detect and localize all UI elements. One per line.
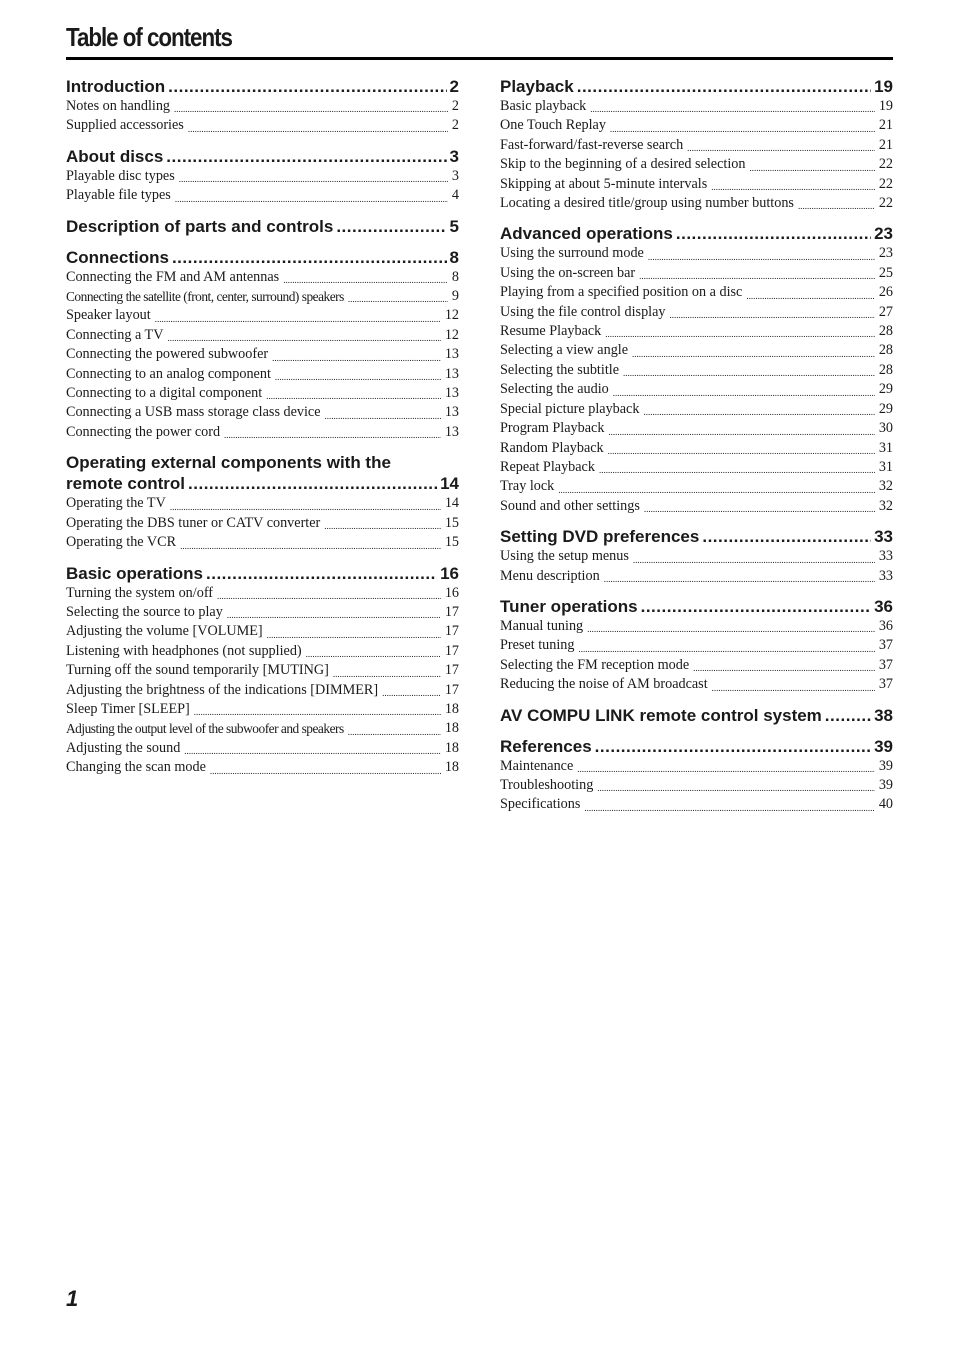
entry-page-number: 13: [444, 423, 459, 440]
toc-entry[interactable]: [500, 322, 893, 341]
entry-page-number: 14: [444, 495, 459, 512]
dot-leader: [348, 725, 441, 739]
toc-entry[interactable]: [500, 175, 893, 194]
toc-section: [66, 452, 459, 552]
entry-label: Connecting the FM and AM antennas: [66, 268, 280, 285]
dot-leader: [155, 312, 441, 326]
entry-page-number: 13: [444, 385, 459, 402]
toc-entry[interactable]: [500, 244, 893, 263]
entry-page-number: 13: [444, 365, 459, 382]
toc-entry[interactable]: [500, 547, 893, 566]
entry-page-number: 18: [444, 720, 459, 737]
toc-section: [500, 736, 893, 815]
dot-leader: [623, 366, 875, 380]
entry-page-number: 17: [444, 642, 459, 659]
dot-leader: [711, 180, 875, 194]
entry-page-number: 19: [878, 98, 893, 114]
section-page-number: 33: [874, 527, 893, 547]
dot-leader: [639, 269, 875, 283]
entry-label: Random Playback: [500, 439, 604, 456]
entry-label: Using the surround mode: [500, 245, 644, 262]
entry-page-number: 18: [444, 700, 459, 717]
toc-left-column: [66, 76, 459, 788]
entry-label: Connecting the power cord: [66, 423, 221, 440]
section-page-number: 38: [874, 705, 893, 725]
section-page-number: 16: [440, 563, 459, 583]
toc-entry[interactable]: [500, 419, 893, 438]
entry-page-number: 8: [451, 268, 459, 285]
toc-entry[interactable]: [66, 494, 459, 513]
dot-leader: [798, 199, 875, 213]
dot-leader: [180, 539, 441, 553]
section-page-number: 2: [449, 77, 459, 96]
section-heading[interactable]: [500, 223, 893, 244]
dot-leader: [632, 347, 875, 361]
entry-page-number: 18: [444, 739, 459, 756]
entry-label: Using the setup menus: [500, 548, 629, 565]
entry-page-number: 33: [878, 548, 893, 565]
dot-leader: [613, 386, 875, 400]
dot-leader: [168, 76, 446, 97]
dot-leader: [687, 141, 875, 155]
toc-entry[interactable]: [66, 622, 459, 641]
entry-page-number: 13: [444, 404, 459, 421]
section-heading[interactable]: [66, 563, 459, 584]
toc-entry[interactable]: [66, 365, 459, 384]
toc-entry[interactable]: [66, 514, 459, 533]
toc-entry[interactable]: [500, 400, 893, 419]
dot-leader: [210, 764, 441, 778]
entry-label: Sound and other settings: [500, 497, 640, 514]
section-heading-label: Introduction: [66, 77, 166, 96]
section-page-number: 39: [874, 736, 893, 756]
entry-page-number: 28: [878, 361, 893, 378]
entry-label: Changing the scan mode: [66, 759, 206, 776]
dot-leader: [577, 762, 875, 776]
toc-section: [500, 223, 893, 516]
dot-leader: [184, 744, 441, 758]
toc-entry[interactable]: [66, 97, 459, 116]
entry-page-number: 33: [878, 567, 893, 584]
dot-leader: [348, 292, 448, 306]
entry-label: Troubleshooting: [500, 776, 594, 793]
entry-label: Connecting the satellite (front, center, surround) speakers: [66, 289, 344, 305]
entry-label: Listening with headphones (not supplied): [66, 642, 302, 659]
section-heading[interactable]: [66, 452, 459, 494]
section-heading[interactable]: [500, 736, 893, 757]
entry-label: Sleep Timer [SLEEP]: [66, 700, 190, 717]
dot-leader: [644, 502, 875, 516]
toc-entry[interactable]: [500, 303, 893, 322]
dot-leader: [188, 473, 437, 494]
entry-label: Adjusting the brightness of the indications [DIMMER]: [66, 681, 379, 698]
dot-leader: [175, 192, 448, 206]
section-heading-label: Description of parts and controls: [66, 216, 334, 236]
toc-entry[interactable]: [500, 136, 893, 155]
toc-entry[interactable]: [66, 287, 459, 306]
entry-page-number: 2: [451, 98, 459, 114]
section-heading-line2: [66, 473, 459, 494]
toc-entry[interactable]: [500, 477, 893, 496]
entry-page-number: 28: [878, 323, 893, 340]
dot-leader: [604, 572, 875, 586]
dot-leader: [605, 327, 875, 341]
toc-section: [66, 76, 459, 136]
section-heading-label: About discs: [66, 146, 164, 166]
dot-leader: [676, 223, 871, 244]
entry-page-number: 4: [451, 187, 459, 204]
entry-label: Connecting a TV: [66, 326, 164, 343]
dot-leader: [272, 351, 441, 365]
section-heading-label: Tuner operations: [500, 596, 638, 616]
toc-section: [66, 216, 459, 237]
toc-entry[interactable]: [66, 603, 459, 622]
entry-label: Program Playback: [500, 420, 605, 437]
entry-label: Tray lock: [500, 478, 555, 495]
entry-page-number: 40: [878, 796, 893, 813]
dot-leader: [712, 681, 875, 695]
toc-section: [66, 146, 459, 206]
dot-leader: [267, 628, 441, 642]
entry-label: Playable disc types: [66, 167, 175, 184]
dot-leader: [590, 102, 875, 116]
section-page-number: 14: [440, 474, 459, 494]
entry-label: Connecting to a digital component: [66, 385, 263, 402]
entry-page-number: 25: [878, 264, 893, 281]
entry-page-number: 13: [444, 346, 459, 363]
entry-label: Skip to the beginning of a desired selection: [500, 156, 746, 173]
entry-page-number: 39: [878, 757, 893, 774]
entry-page-number: 17: [444, 603, 459, 620]
entry-page-number: 17: [444, 681, 459, 698]
toc-entry[interactable]: [66, 681, 459, 700]
entry-label: Selecting the source to play: [66, 603, 223, 620]
section-heading-label-line2: remote control: [66, 474, 186, 494]
entry-label: Locating a desired title/group using number buttons: [500, 195, 794, 212]
entry-label: Turning off the sound temporarily [MUTING]: [66, 662, 329, 679]
dot-leader: [643, 405, 874, 419]
dot-leader: [648, 250, 875, 264]
entry-label: Playable file types: [66, 187, 171, 204]
dot-leader: [227, 608, 441, 622]
toc-entry[interactable]: [500, 155, 893, 174]
entry-label: Using the file control display: [500, 303, 666, 320]
section-heading[interactable]: [500, 76, 893, 97]
toc-entry[interactable]: [500, 776, 893, 795]
dot-leader: [217, 589, 441, 603]
section-page-number: 36: [874, 596, 893, 616]
entry-label: Preset tuning: [500, 637, 575, 654]
toc-entry[interactable]: [500, 361, 893, 380]
dot-leader: [306, 647, 441, 661]
toc-entry[interactable]: [500, 380, 893, 399]
dot-leader: [558, 483, 875, 497]
entry-page-number: 21: [878, 117, 893, 134]
entry-page-number: 27: [878, 303, 893, 320]
dot-leader: [324, 519, 441, 533]
section-heading[interactable]: [66, 146, 459, 167]
entry-label: Resume Playback: [500, 323, 602, 340]
dot-leader: [641, 596, 871, 617]
section-heading-label: AV COMPU LINK remote control system: [500, 705, 822, 725]
entry-label: Adjusting the volume [VOLUME]: [66, 623, 263, 640]
toc-entry[interactable]: [500, 617, 893, 636]
toc-entry[interactable]: [500, 656, 893, 675]
entry-page-number: 12: [444, 326, 459, 343]
dot-leader: [283, 273, 448, 287]
toc-entry[interactable]: [66, 326, 459, 345]
title-rule: [66, 57, 893, 60]
entry-page-number: 31: [878, 439, 893, 456]
entry-page-number: 12: [444, 307, 459, 324]
dot-leader: [224, 428, 441, 442]
entry-page-number: 31: [878, 458, 893, 475]
toc-entry[interactable]: [66, 186, 459, 205]
section-heading-label: Connections: [66, 247, 169, 267]
entry-label: Supplied accessories: [66, 117, 184, 134]
entry-page-number: 17: [444, 662, 459, 679]
toc-entry[interactable]: [500, 97, 893, 116]
toc-section: [500, 596, 893, 695]
entry-label: Speaker layout: [66, 307, 151, 324]
entry-label: Reducing the noise of AM broadcast: [500, 676, 708, 693]
entry-page-number: 15: [444, 534, 459, 551]
entry-page-number: 22: [878, 175, 893, 192]
toc-section: [66, 247, 459, 443]
toc-entry[interactable]: [66, 167, 459, 186]
dot-leader: [206, 563, 437, 584]
dot-leader: [170, 500, 441, 514]
dot-leader: [174, 102, 448, 116]
entry-label: Connecting to an analog component: [66, 365, 271, 382]
dot-leader: [194, 705, 441, 719]
toc-entry[interactable]: [500, 795, 893, 814]
toc-entry[interactable]: [500, 675, 893, 694]
dot-leader: [670, 308, 875, 322]
entry-page-number: 36: [878, 617, 893, 634]
section-page-number: 5: [449, 216, 459, 236]
section-page-number: 23: [874, 224, 893, 244]
section-page-number: 19: [874, 77, 893, 96]
dot-leader: [693, 661, 875, 675]
entry-label: Playing from a specified position on a disc: [500, 284, 743, 301]
entry-label: Selecting a view angle: [500, 342, 629, 359]
entry-label: Connecting a USB mass storage class device: [66, 404, 321, 421]
entry-page-number: 26: [878, 284, 893, 301]
entry-label: Selecting the subtitle: [500, 361, 619, 378]
dot-leader: [325, 409, 441, 423]
dot-leader: [167, 331, 440, 345]
dot-leader: [179, 172, 448, 186]
dot-leader: [188, 122, 448, 136]
toc-entry[interactable]: [66, 533, 459, 552]
entry-page-number: 30: [878, 420, 893, 437]
toc-section: [66, 563, 459, 778]
entry-label: Adjusting the output level of the subwoofer and speakers: [66, 721, 344, 737]
entry-page-number: 29: [878, 400, 893, 417]
section-heading[interactable]: [500, 705, 893, 726]
toc-entry[interactable]: [500, 116, 893, 135]
entry-label: One Touch Replay: [500, 117, 606, 134]
toc-entry[interactable]: [66, 719, 459, 738]
toc-entry[interactable]: [66, 700, 459, 719]
dot-leader: [749, 161, 874, 175]
toc-entry[interactable]: [66, 268, 459, 287]
toc-entry[interactable]: [66, 758, 459, 777]
dot-leader: [597, 781, 875, 795]
dot-leader: [333, 667, 441, 681]
section-heading[interactable]: [66, 247, 459, 268]
entry-page-number: 37: [878, 676, 893, 693]
entry-label: Selecting the audio: [500, 381, 609, 398]
toc-entry[interactable]: [66, 584, 459, 603]
dot-leader: [702, 526, 871, 547]
toc-entry[interactable]: [500, 283, 893, 302]
toc-right-column: [500, 76, 893, 825]
entry-page-number: 15: [444, 514, 459, 531]
dot-leader: [336, 216, 446, 237]
section-heading-label: Playback: [500, 77, 574, 96]
dot-leader: [275, 370, 441, 384]
dot-leader: [578, 642, 874, 656]
toc-entry[interactable]: [500, 458, 893, 477]
entry-page-number: 32: [878, 497, 893, 514]
entry-label: Using the on-screen bar: [500, 264, 636, 281]
toc-entry[interactable]: [500, 264, 893, 283]
dot-leader: [166, 146, 446, 167]
toc-entry[interactable]: [500, 567, 893, 586]
toc-entry[interactable]: [500, 439, 893, 458]
dot-leader: [577, 76, 871, 97]
entry-page-number: 23: [878, 245, 893, 262]
toc-entry[interactable]: [500, 194, 893, 213]
toc-entry[interactable]: [66, 306, 459, 325]
entry-label: Repeat Playback: [500, 458, 595, 475]
entry-page-number: 22: [878, 195, 893, 212]
section-heading-label: Operating external components with the: [66, 453, 391, 473]
section-heading[interactable]: [500, 526, 893, 547]
toc-entry[interactable]: [66, 661, 459, 680]
dot-leader: [584, 801, 874, 815]
entry-page-number: 29: [878, 381, 893, 398]
entry-label: Connecting the powered subwoofer: [66, 346, 269, 363]
entry-page-number: 18: [444, 759, 459, 776]
entry-page-number: 17: [444, 623, 459, 640]
entry-page-number: 3: [451, 167, 459, 184]
section-page-number: 3: [449, 146, 459, 166]
toc-entry[interactable]: [500, 636, 893, 655]
page-number: 1: [66, 1286, 79, 1311]
entry-label: Manual tuning: [500, 617, 584, 634]
dot-leader: [608, 444, 875, 458]
entry-label: Skipping at about 5-minute intervals: [500, 175, 708, 192]
entry-label: Fast-forward/fast-reverse search: [500, 136, 684, 153]
dot-leader: [746, 289, 874, 303]
entry-page-number: 37: [878, 656, 893, 673]
entry-label: Operating the TV: [66, 495, 166, 512]
entry-label: Menu description: [500, 567, 600, 584]
toc-entry[interactable]: [66, 739, 459, 758]
entry-label: Basic playback: [500, 98, 587, 114]
entry-label: Specifications: [500, 796, 581, 813]
entry-label: Selecting the FM reception mode: [500, 656, 690, 673]
dot-leader: [587, 622, 875, 636]
section-heading[interactable]: [66, 216, 459, 237]
entry-page-number: 9: [451, 288, 459, 305]
entry-page-number: 28: [878, 342, 893, 359]
entry-page-number: 37: [878, 637, 893, 654]
entry-label: Adjusting the sound: [66, 739, 181, 756]
entry-label: Maintenance: [500, 757, 574, 774]
page-title: Table of contents: [66, 22, 232, 52]
toc-entry[interactable]: [66, 345, 459, 364]
toc-entry[interactable]: [66, 642, 459, 661]
toc-entry[interactable]: [500, 757, 893, 776]
toc-entry[interactable]: [500, 497, 893, 516]
entry-page-number: 32: [878, 478, 893, 495]
entry-label: Operating the DBS tuner or CATV converter: [66, 514, 321, 531]
toc-entry[interactable]: [66, 403, 459, 422]
dot-leader: [633, 553, 875, 567]
entry-page-number: 21: [878, 136, 893, 153]
entry-label: Operating the VCR: [66, 534, 177, 551]
dot-leader: [172, 247, 447, 268]
toc-section: [500, 526, 893, 586]
dot-leader: [382, 686, 441, 700]
toc-entry[interactable]: [66, 423, 459, 442]
dot-leader: [595, 736, 871, 757]
section-heading-label: Setting DVD preferences: [500, 527, 700, 547]
section-heading-label: Advanced operations: [500, 224, 673, 244]
entry-page-number: 16: [444, 584, 459, 601]
entry-label: Special picture playback: [500, 400, 640, 417]
section-heading-label: References: [500, 736, 592, 756]
dot-leader: [825, 705, 871, 726]
entry-label: Turning the system on/off: [66, 584, 214, 601]
section-heading[interactable]: [500, 596, 893, 617]
section-page-number: 8: [449, 247, 459, 267]
entry-page-number: 22: [878, 156, 893, 173]
entry-label: Notes on handling: [66, 98, 171, 114]
section-heading-label: Basic operations: [66, 563, 203, 583]
entry-page-number: 2: [451, 117, 459, 134]
section-heading[interactable]: [66, 76, 459, 97]
dot-leader: [266, 389, 441, 403]
toc-entry[interactable]: [500, 341, 893, 360]
toc-entry[interactable]: [66, 384, 459, 403]
toc-section: [500, 705, 893, 726]
entry-page-number: 39: [878, 776, 893, 793]
dot-leader: [610, 122, 875, 136]
dot-leader: [608, 425, 874, 439]
toc-entry[interactable]: [66, 116, 459, 135]
toc-section: [500, 76, 893, 213]
dot-leader: [599, 463, 875, 477]
